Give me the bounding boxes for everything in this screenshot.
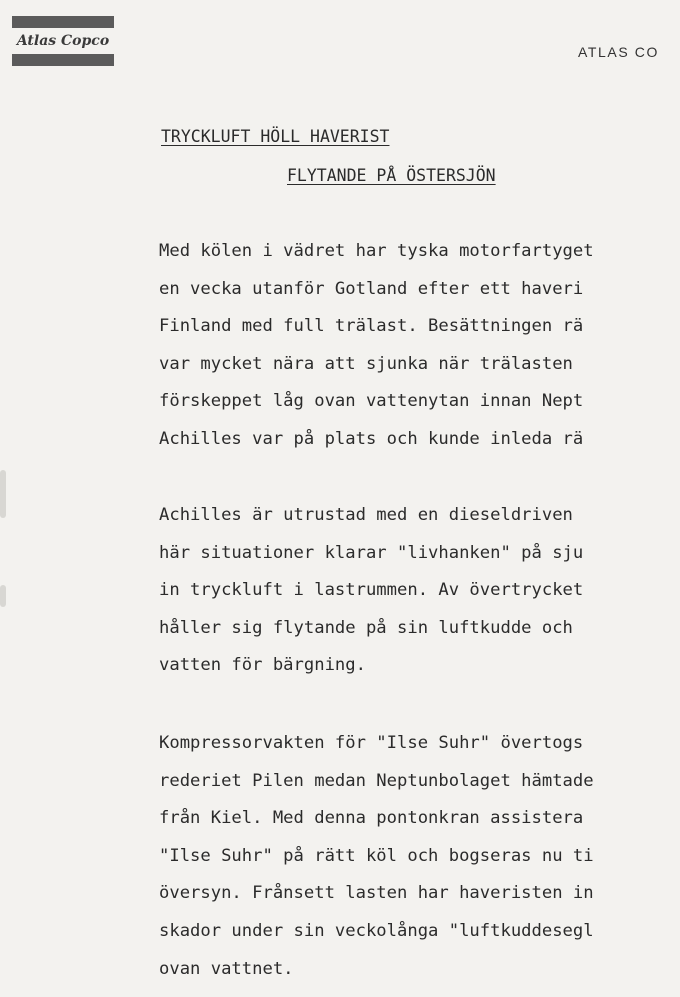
text-line: håller sig flytande på sin luftkudde och xyxy=(159,617,573,638)
scan-edge-mark xyxy=(0,470,6,518)
text-line: Achilles var på plats och kunde inleda rä xyxy=(159,428,584,449)
text-line: rederiet Pilen medan Neptunbolaget hämtade xyxy=(159,770,594,791)
logo-bar-bottom xyxy=(12,54,114,66)
text-line: in tryckluft i lastrummen. Av övertrycket xyxy=(159,580,584,601)
text-line: vatten för bärgning. xyxy=(159,655,366,676)
text-line: förskeppet låg ovan vattenytan innan Nept xyxy=(159,391,584,412)
text-line: Med kölen i vädret har tyska motorfartyget xyxy=(159,241,594,261)
headline-line-1: TRYCKLUFT HÖLL HAVERIST xyxy=(161,127,390,146)
scan-edge-mark xyxy=(0,585,6,607)
text-line: Achilles är utrustad med en dieseldriven xyxy=(159,505,573,525)
atlas-copco-logo xyxy=(12,16,114,66)
text-line: Kompressorvakten för "Ilse Suhr" övertogs xyxy=(159,733,584,753)
text-line: här situationer klarar "livhanken" på sju xyxy=(159,542,584,563)
text-line: var mycket nära att sjunka när trälasten xyxy=(159,353,573,374)
text-line: Finland med full trälast. Besättningen rä xyxy=(159,316,584,337)
text-line: från Kiel. Med denna pontonkran assistera xyxy=(159,808,584,829)
text-line: skador under sin veckolånga "luftkuddesegl xyxy=(159,920,594,941)
paragraph-2 xyxy=(159,497,680,685)
headline-line-2: FLYTANDE PÅ ÖSTERSJÖN xyxy=(287,166,496,185)
text-line: ovan vattnet. xyxy=(159,958,294,979)
logo-wordmark: Atlas Copco xyxy=(16,33,110,49)
text-line: "Ilse Suhr" på rätt köl och bogseras nu ti xyxy=(159,845,594,866)
text-line: översyn. Frånsett lasten har haveristen in xyxy=(159,883,594,904)
logo-bar-top xyxy=(12,16,114,28)
paragraph-3 xyxy=(159,725,680,988)
text-line: en vecka utanför Gotland efter ett haveri xyxy=(159,278,584,299)
company-name: ATLAS CO xyxy=(578,44,660,60)
paragraph-1 xyxy=(159,233,680,459)
